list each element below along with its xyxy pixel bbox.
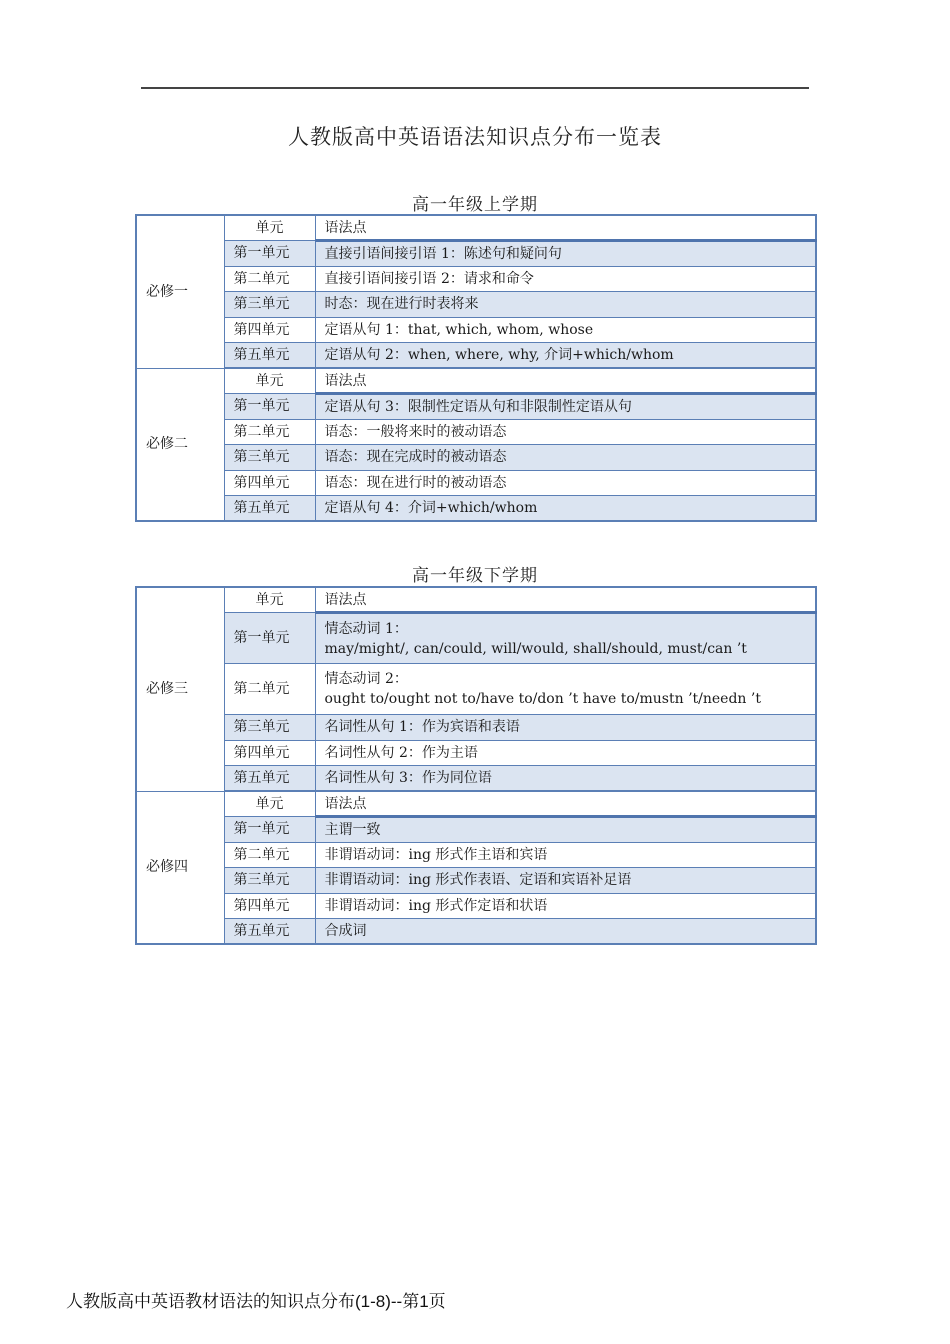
grammar-point-cell: [315, 919, 816, 945]
table-row: [136, 496, 816, 522]
grammar-point-cell: [315, 842, 816, 868]
table-row: [136, 292, 816, 318]
grammar-point-cell: [315, 241, 816, 267]
grammar-point-text: 定语从句 2：when, where, why, 介词+which/whom: [324, 347, 674, 363]
column-header-unit: 单元: [224, 791, 315, 817]
grammar-point-text: may/might/, can/could, will/would, shall/should, must/can ’t: [324, 640, 747, 657]
grammar-point-text: 非谓语动词：ing 形式作表语、定语和宾语补足语: [324, 872, 632, 889]
table-row: [136, 470, 816, 496]
table-header-row: [136, 368, 816, 394]
table-row: [136, 817, 816, 843]
unit-cell: 第四单元: [224, 740, 315, 766]
table-row: [136, 893, 816, 919]
unit-cell: 第一单元: [224, 613, 315, 664]
book-name-cell: 必修一: [136, 215, 224, 368]
header-rule: [141, 87, 809, 89]
grammar-point-cell: [315, 292, 816, 318]
grammar-point-text: 定语从句 4：介词+which/whom: [324, 500, 538, 516]
grammar-point-text: ought to/ought not to/have to/don ’t have to/mustn ’t/needn ’t: [324, 691, 761, 707]
table-row: [136, 445, 816, 471]
book-name-cell: 必修三: [136, 587, 224, 791]
unit-cell: 第五单元: [224, 766, 315, 792]
book-name-cell: 必修二: [136, 368, 224, 521]
unit-cell: 第三单元: [224, 292, 315, 318]
unit-cell: 第二单元: [224, 419, 315, 445]
column-header-unit: 单元: [224, 368, 315, 394]
grammar-point-cell: [315, 893, 816, 919]
table-row: [136, 613, 816, 664]
table-row: [136, 740, 816, 766]
unit-cell: 第三单元: [224, 868, 315, 894]
book-name-cell: 必修四: [136, 791, 224, 944]
grammar-point-cell: [315, 317, 816, 343]
grammar-point-text: 直接引语间接引语 1：陈述句和疑问句: [324, 245, 562, 262]
unit-cell: 第一单元: [224, 394, 315, 420]
table-row: [136, 868, 816, 894]
column-header-unit: 单元: [224, 587, 315, 613]
grammar-point-cell: [315, 766, 816, 792]
table-row: [136, 664, 816, 715]
unit-cell: 第二单元: [224, 842, 315, 868]
section-title-semester-2: 高一年级下学期: [412, 566, 538, 586]
section-title-semester-1: 高一年级上学期: [412, 195, 538, 215]
grammar-point-text: 定语从句 1：that, which, whom, whose: [324, 321, 594, 338]
table-header-row: [136, 215, 816, 241]
unit-cell: 第五单元: [224, 496, 315, 522]
table-row: [136, 919, 816, 945]
column-header-unit: 单元: [224, 215, 315, 241]
table-header-row: [136, 587, 816, 613]
grammar-table-semester-2: [135, 586, 817, 945]
column-header-grammar-point: 语法点: [315, 368, 816, 394]
grammar-point-text: 语态：一般将来时的被动语态: [324, 423, 507, 440]
page-footer: 人教版高中英语教材语法的知识点分布(1-8)--第1页: [66, 1292, 446, 1311]
grammar-point-text: 非谓语动词：ing 形式作主语和宾语: [324, 846, 548, 863]
unit-cell: 第四单元: [224, 893, 315, 919]
grammar-point-cell: [315, 445, 816, 471]
column-header-grammar-point: 语法点: [315, 587, 816, 613]
document-title: 人教版高中英语语法知识点分布一览表: [288, 125, 662, 149]
unit-cell: 第一单元: [224, 241, 315, 267]
grammar-point-text: 情态动词 1：: [324, 620, 408, 637]
grammar-point-cell: [315, 496, 816, 522]
grammar-point-cell: [315, 740, 816, 766]
table-row: [136, 241, 816, 267]
table-row: [136, 394, 816, 420]
grammar-point-cell: [315, 394, 816, 420]
grammar-point-text: 语态：现在完成时的被动语态: [324, 449, 507, 466]
column-header-grammar-point: 语法点: [315, 791, 816, 817]
grammar-point-cell: [315, 715, 816, 741]
table-row: [136, 842, 816, 868]
unit-cell: 第五单元: [224, 919, 315, 945]
table-row: [136, 715, 816, 741]
grammar-point-text: 时态：现在进行时表将来: [324, 296, 479, 313]
grammar-point-cell: [315, 613, 816, 664]
grammar-point-text: 非谓语动词：ing 形式作定语和状语: [324, 897, 548, 914]
grammar-point-text: 名词性从句 1：作为宾语和表语: [324, 719, 520, 736]
grammar-point-cell: [315, 266, 816, 292]
column-header-grammar-point: 语法点: [315, 215, 816, 241]
table-header-row: [136, 791, 816, 817]
grammar-point-cell: [315, 343, 816, 369]
table-row: [136, 266, 816, 292]
grammar-point-cell: [315, 664, 816, 715]
grammar-point-text: 合成词: [324, 923, 367, 939]
unit-cell: 第五单元: [224, 343, 315, 369]
unit-cell: 第四单元: [224, 470, 315, 496]
unit-cell: 第二单元: [224, 266, 315, 292]
table-row: [136, 317, 816, 343]
grammar-point-text: 名词性从句 3：作为同位语: [324, 770, 492, 786]
unit-cell: 第一单元: [224, 817, 315, 843]
grammar-point-text: 名词性从句 2：作为主语: [324, 744, 478, 761]
table-row: [136, 419, 816, 445]
table-row: [136, 343, 816, 369]
grammar-table-semester-1: [135, 214, 817, 522]
grammar-point-cell: [315, 470, 816, 496]
grammar-point-text: 主谓一致: [324, 821, 381, 838]
unit-cell: 第二单元: [224, 664, 315, 715]
unit-cell: 第三单元: [224, 715, 315, 741]
grammar-point-cell: [315, 419, 816, 445]
grammar-point-cell: [315, 868, 816, 894]
unit-cell: 第四单元: [224, 317, 315, 343]
unit-cell: 第三单元: [224, 445, 315, 471]
grammar-point-text: 语态：现在进行时的被动语态: [324, 474, 507, 491]
table-row: [136, 766, 816, 792]
grammar-point-text: 情态动词 2：: [324, 671, 408, 687]
grammar-point-text: 定语从句 3：限制性定语从句和非限制性定语从句: [324, 398, 632, 415]
grammar-point-text: 直接引语间接引语 2：请求和命令: [324, 270, 534, 287]
grammar-point-cell: [315, 817, 816, 843]
